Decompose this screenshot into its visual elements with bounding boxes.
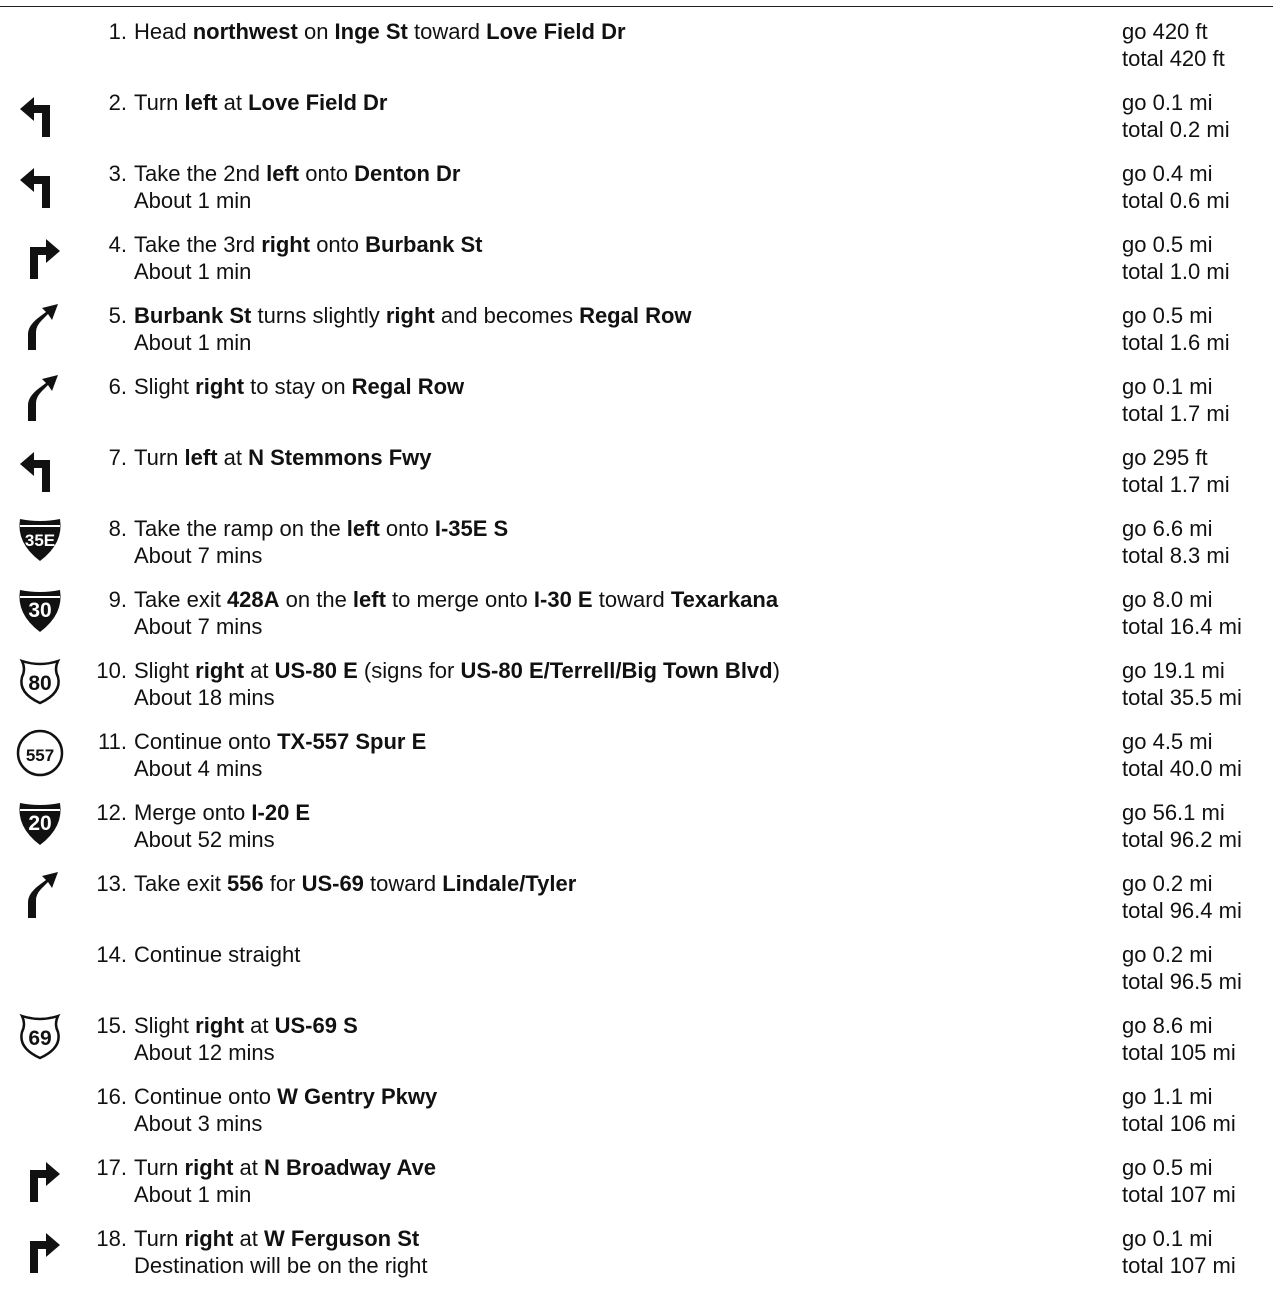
step-duration: About 18 mins xyxy=(134,685,275,710)
shield-number: 35E xyxy=(24,531,56,550)
instruction-text: Slight right at US-80 E (signs for US-80 E/Terrell/Big Town Blvd) xyxy=(134,658,780,683)
turn-left-icon xyxy=(12,442,68,494)
total-distance: total 8.3 mi xyxy=(1122,543,1230,568)
step-distance xyxy=(1122,444,1230,498)
top-divider xyxy=(0,6,1273,7)
total-distance: total 107 mi xyxy=(1122,1182,1236,1207)
step-distance xyxy=(1122,799,1242,853)
go-distance: go 0.1 mi xyxy=(1122,90,1213,115)
direction-step xyxy=(0,298,1273,369)
instruction-text: Turn left at Love Field Dr xyxy=(134,90,388,115)
direction-step xyxy=(0,724,1273,795)
total-distance: total 420 ft xyxy=(1122,46,1225,71)
instruction-text: Take the 2nd left onto Denton Dr xyxy=(134,161,461,186)
go-distance: go 0.4 mi xyxy=(1122,161,1213,186)
blank-icon xyxy=(12,16,68,68)
blank-icon xyxy=(12,1081,68,1133)
slight-right-icon xyxy=(12,371,68,423)
step-distance xyxy=(1122,870,1242,924)
turn-right-icon xyxy=(12,229,68,281)
direction-step xyxy=(0,227,1273,298)
step-number: 5. xyxy=(108,303,127,328)
instruction-text: Head northwest on Inge St toward Love Field Dr xyxy=(134,19,626,44)
direction-step xyxy=(0,156,1273,227)
total-distance: total 105 mi xyxy=(1122,1040,1236,1065)
go-distance: go 1.1 mi xyxy=(1122,1084,1213,1109)
instruction-text: Continue onto TX-557 Spur E xyxy=(134,729,427,754)
step-number: 16. xyxy=(96,1084,127,1109)
shield-number: 30 xyxy=(28,599,52,622)
step-instruction xyxy=(134,160,460,214)
total-distance: total 0.6 mi xyxy=(1122,188,1230,213)
step-number: 8. xyxy=(108,516,127,541)
step-duration: About 52 mins xyxy=(134,827,275,852)
step-instruction xyxy=(134,1083,437,1137)
us-route-shield-icon xyxy=(12,655,68,707)
direction-step xyxy=(0,511,1273,582)
direction-step xyxy=(0,795,1273,866)
step-instruction xyxy=(134,586,778,640)
step-duration: About 1 min xyxy=(134,330,252,355)
direction-step xyxy=(0,653,1273,724)
total-distance: total 1.7 mi xyxy=(1122,401,1230,426)
step-distance xyxy=(1122,941,1242,995)
direction-step xyxy=(0,369,1273,440)
instruction-text: Turn left at N Stemmons Fwy xyxy=(134,445,432,470)
go-distance: go 0.1 mi xyxy=(1122,374,1213,399)
step-number: 10. xyxy=(96,658,127,683)
step-duration: About 1 min xyxy=(134,259,252,284)
go-distance: go 0.2 mi xyxy=(1122,942,1213,967)
step-number: 12. xyxy=(96,800,127,825)
instruction-text: Turn right at W Ferguson St xyxy=(134,1226,420,1251)
step-instruction xyxy=(134,373,464,400)
step-duration: About 1 min xyxy=(134,188,252,213)
instruction-text: Take the 3rd right onto Burbank St xyxy=(134,232,483,257)
direction-step xyxy=(0,440,1273,511)
instruction-text: Continue onto W Gentry Pkwy xyxy=(134,1084,438,1109)
total-distance: total 96.2 mi xyxy=(1122,827,1242,852)
step-distance xyxy=(1122,302,1230,356)
step-instruction xyxy=(134,18,626,45)
direction-step xyxy=(0,866,1273,937)
step-duration: About 4 mins xyxy=(134,756,263,781)
go-distance: go 420 ft xyxy=(1122,19,1208,44)
turn-right-icon xyxy=(12,1152,68,1204)
step-distance xyxy=(1122,586,1242,640)
step-distance xyxy=(1122,1083,1236,1137)
turn-left-icon xyxy=(12,87,68,139)
step-distance xyxy=(1122,728,1242,782)
step-number: 14. xyxy=(96,942,127,967)
step-number: 4. xyxy=(108,232,127,257)
shield-number: 80 xyxy=(28,672,52,695)
direction-step xyxy=(0,1221,1273,1292)
us-route-shield-icon xyxy=(12,1010,68,1062)
go-distance: go 6.6 mi xyxy=(1122,516,1213,541)
total-distance: total 96.5 mi xyxy=(1122,969,1242,994)
shield-number: 20 xyxy=(28,812,52,835)
step-number: 3. xyxy=(108,161,127,186)
instruction-text: Slight right at US-69 S xyxy=(134,1013,358,1038)
direction-step xyxy=(0,1008,1273,1079)
step-instruction xyxy=(134,231,482,285)
step-distance xyxy=(1122,231,1230,285)
step-instruction xyxy=(134,89,387,116)
step-duration: About 1 min xyxy=(134,1182,252,1207)
interstate-shield-icon xyxy=(12,797,68,849)
step-distance xyxy=(1122,1154,1236,1208)
go-distance: go 8.0 mi xyxy=(1122,587,1213,612)
step-number: 15. xyxy=(96,1013,127,1038)
instruction-text: Take exit 556 for US-69 toward Lindale/Tyler xyxy=(134,871,577,896)
go-distance: go 4.5 mi xyxy=(1122,729,1213,754)
total-distance: total 16.4 mi xyxy=(1122,614,1242,639)
total-distance: total 106 mi xyxy=(1122,1111,1236,1136)
go-distance: go 56.1 mi xyxy=(1122,800,1225,825)
direction-step xyxy=(0,937,1273,1008)
step-duration: Destination will be on the right xyxy=(134,1253,428,1278)
step-number: 7. xyxy=(108,445,127,470)
step-number: 11. xyxy=(98,729,127,754)
interstate-shield-icon xyxy=(12,584,68,636)
slight-right-icon xyxy=(12,300,68,352)
step-instruction xyxy=(134,515,508,569)
state-route-shield-icon xyxy=(12,726,68,778)
step-number: 2. xyxy=(108,90,127,115)
step-distance xyxy=(1122,1012,1236,1066)
instruction-text: Turn right at N Broadway Ave xyxy=(134,1155,436,1180)
step-instruction xyxy=(134,1225,428,1279)
go-distance: go 295 ft xyxy=(1122,445,1208,470)
instruction-text: Slight right to stay on Regal Row xyxy=(134,374,465,399)
directions-list xyxy=(0,14,1273,1292)
shield-number: 557 xyxy=(25,746,55,765)
instruction-text: Continue straight xyxy=(134,942,301,967)
step-number: 1. xyxy=(108,19,127,44)
blank-icon xyxy=(12,939,68,991)
instruction-text: Merge onto I-20 E xyxy=(134,800,311,825)
turn-right-icon xyxy=(12,1223,68,1275)
instruction-text: Take the ramp on the left onto I-35E S xyxy=(134,516,509,541)
step-instruction xyxy=(134,870,576,897)
instruction-text: Burbank St turns slightly right and becomes Regal Row xyxy=(134,303,692,328)
step-number: 13. xyxy=(96,871,127,896)
go-distance: go 0.5 mi xyxy=(1122,232,1213,257)
step-number: 6. xyxy=(108,374,127,399)
step-duration: About 7 mins xyxy=(134,543,263,568)
direction-step xyxy=(0,1150,1273,1221)
total-distance: total 96.4 mi xyxy=(1122,898,1242,923)
total-distance: total 1.7 mi xyxy=(1122,472,1230,497)
go-distance: go 8.6 mi xyxy=(1122,1013,1213,1038)
step-number: 18. xyxy=(96,1226,127,1251)
total-distance: total 0.2 mi xyxy=(1122,117,1230,142)
step-instruction xyxy=(134,728,426,782)
total-distance: total 1.6 mi xyxy=(1122,330,1230,355)
go-distance: go 0.5 mi xyxy=(1122,303,1213,328)
go-distance: go 19.1 mi xyxy=(1122,658,1225,683)
slight-right-icon xyxy=(12,868,68,920)
step-instruction xyxy=(134,1154,436,1208)
total-distance: total 35.5 mi xyxy=(1122,685,1242,710)
total-distance: total 1.0 mi xyxy=(1122,259,1230,284)
go-distance: go 0.2 mi xyxy=(1122,871,1213,896)
direction-step xyxy=(0,85,1273,156)
step-number: 9. xyxy=(108,587,127,612)
step-instruction xyxy=(134,799,310,853)
total-distance: total 107 mi xyxy=(1122,1253,1236,1278)
step-instruction xyxy=(134,941,300,968)
total-distance: total 40.0 mi xyxy=(1122,756,1242,781)
shield-number: 69 xyxy=(28,1027,52,1050)
step-instruction xyxy=(134,657,780,711)
step-duration: About 12 mins xyxy=(134,1040,275,1065)
go-distance: go 0.1 mi xyxy=(1122,1226,1213,1251)
step-instruction xyxy=(134,302,692,356)
instruction-text: Take exit 428A on the left to merge onto I-30 E toward Texarkana xyxy=(134,587,779,612)
step-instruction xyxy=(134,1012,358,1066)
interstate-shield-icon xyxy=(12,513,68,565)
go-distance: go 0.5 mi xyxy=(1122,1155,1213,1180)
direction-step xyxy=(0,14,1273,85)
direction-step xyxy=(0,1079,1273,1150)
step-distance xyxy=(1122,515,1230,569)
step-instruction xyxy=(134,444,431,471)
step-distance xyxy=(1122,373,1230,427)
step-duration: About 3 mins xyxy=(134,1111,263,1136)
step-distance xyxy=(1122,89,1230,143)
step-distance xyxy=(1122,657,1242,711)
step-distance xyxy=(1122,18,1225,72)
step-distance xyxy=(1122,1225,1236,1279)
step-duration: About 7 mins xyxy=(134,614,263,639)
turn-left-icon xyxy=(12,158,68,210)
step-distance xyxy=(1122,160,1230,214)
step-number: 17. xyxy=(96,1155,127,1180)
direction-step xyxy=(0,582,1273,653)
